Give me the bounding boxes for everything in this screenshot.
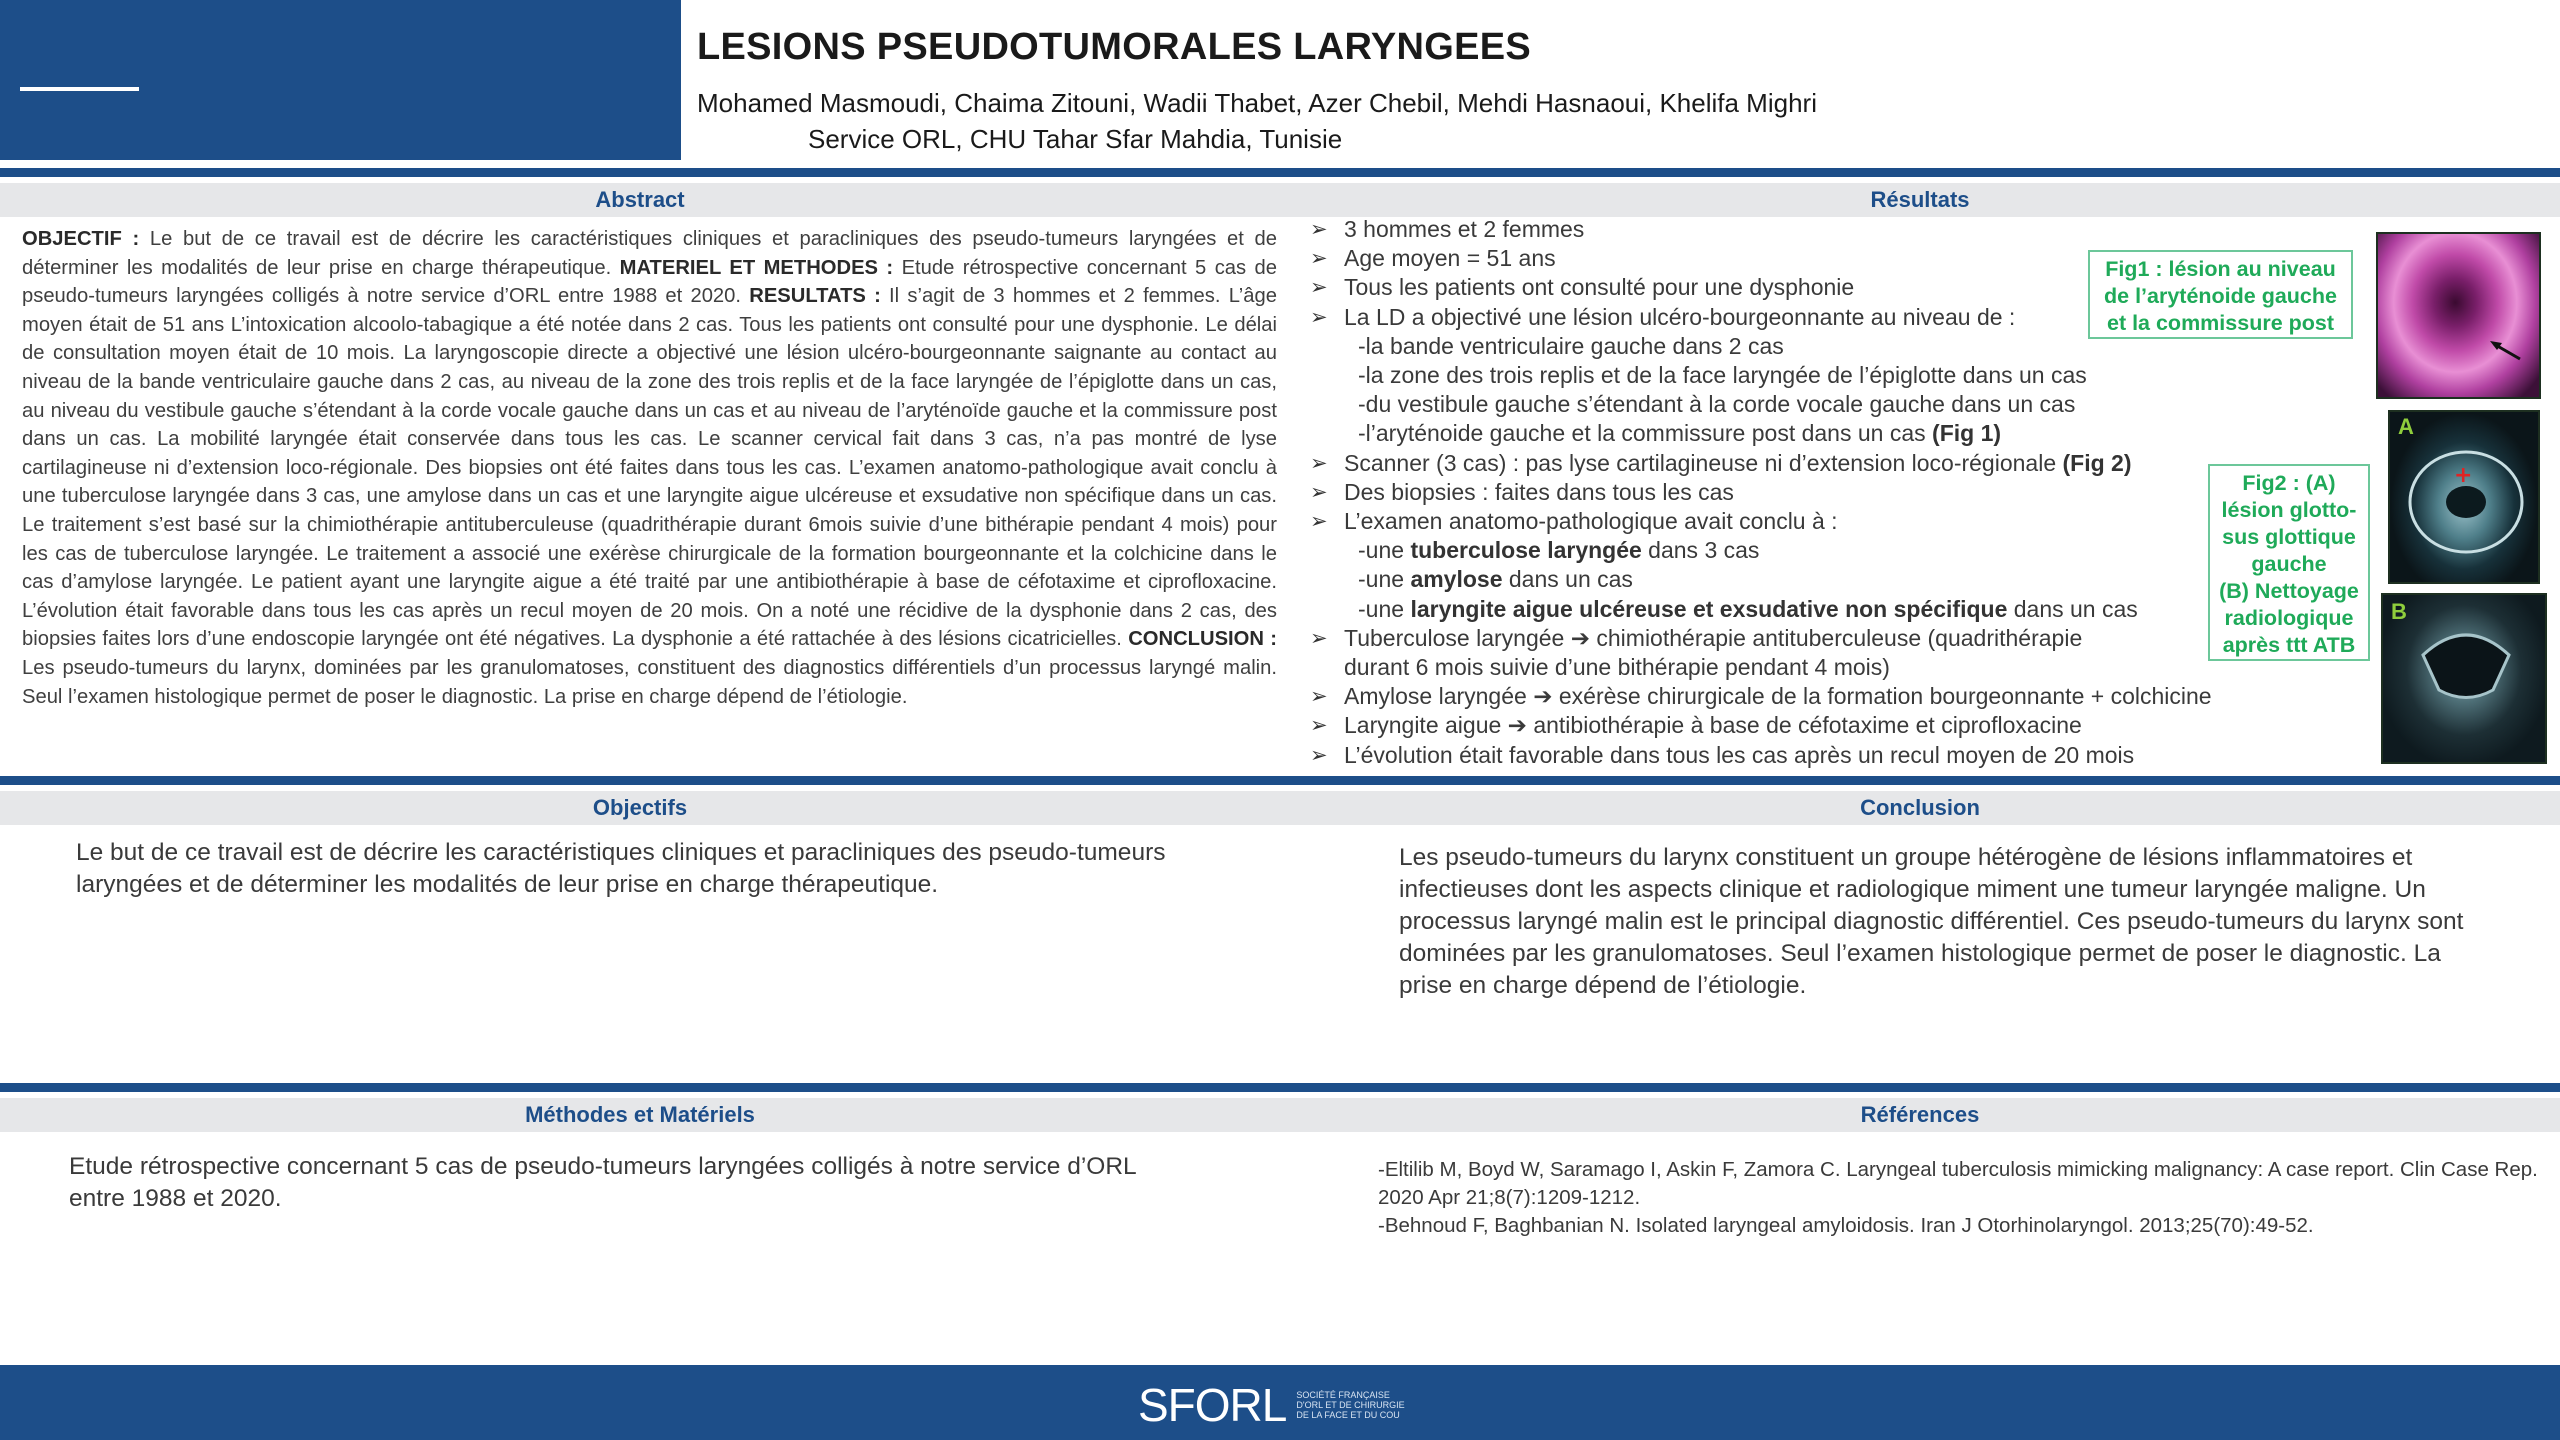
list-subitem: -une amylose dans un cas	[1358, 566, 1633, 593]
list-item: ➢ Des biopsies : faites dans tous les cas	[1310, 478, 2210, 507]
figure1-laryngoscopy-image	[2376, 232, 2541, 399]
reference-item: -Eltilib M, Boyd W, Saramago I, Askin F, Zamora C. Laryngeal tuberculosis mimicking malignancy: A case report. Clin Case Rep. 2020 Apr 21;8(7):1209-1212.	[1378, 1158, 2538, 1209]
list-item: ➢ Scanner (3 cas) : pas lyse cartilagineuse ni d’extension loco-régionale (Fig 2)	[1310, 449, 2210, 478]
list-subitem: -la bande ventriculaire gauche dans 2 cas	[1358, 332, 1784, 359]
arrow-bullet-icon: ➢	[1310, 743, 1328, 767]
references-list	[1378, 1156, 2548, 1240]
ct-airway-shape	[2383, 595, 2547, 764]
arrow-annotation-icon	[2378, 234, 2541, 399]
methodes-text: Etude rétrospective concernant 5 cas de pseudo-tumeurs laryngées colligés à notre service d’ORL entre 1988 et 2020.	[69, 1153, 1136, 1212]
arrow-bullet-icon: ➢	[1310, 685, 1328, 709]
arrow-bullet-icon: ➢	[1310, 480, 1328, 504]
list-item: ➢ Amylose laryngée ➔ exérèse chirurgicale de la formation bourgeonnante + colchicine	[1310, 682, 2210, 711]
list-item: ➢ Tuberculose laryngée ➔ chimiothérapie antituberculeuse (quadrithérapie	[1310, 624, 2210, 653]
header-decor-line	[20, 87, 139, 91]
list-subitem: -l’aryténoide gauche et la commissure post dans un cas (Fig 1)	[1358, 420, 2002, 447]
arrow-bullet-icon: ➢	[1310, 247, 1328, 271]
conclusion-text: Les pseudo-tumeurs du larynx constituent un groupe hétérogène de lésions inflammatoires et infectieuses dont les aspects clinique et radiologique miment une tumeur laryngée maligne. Un processus laryngé malin est le principal diagnostic différentiel. Ces pseudo-tumeurs du larynx sont dominées par les granulomatoses. Seul l’examen histologique permet de poser le diagnostic. La prise en charge dépend de l’étiologie.	[1399, 844, 2464, 999]
abstract-body: OBJECTIF : Le but de ce travail est de décrire les caractéristiques cliniques et paracliniques des pseudo-tumeurs laryngées et de déterminer les modalités de leur prise en charge thérapeutique. MATERIEL ET METHODES : Etude rétrospective concernant 5 cas de pseudo-tumeurs laryngées colligés à notre service d’ORL entre 1988 et 2020. RESULTATS : Il s’agit de 3 hommes et 2 femmes. L’âge moyen était de 51 ans L’intoxication alcoolo-tabagique a été notée dans 2 cas. Tous les patients ont consulté pour une dysphonie. Le délai de consultation moyen était de 10 mois. La laryngoscopie directe a objectivé une lésion ulcéro-bourgeonnante saignante au contact au niveau de la bande ventriculaire gauche dans 2 cas, au niveau de la zone des trois replis et de la face laryngée de l’épiglotte dans un cas, au niveau du vestibule gauche s’étendant à la corde vocale gauche dans un cas et au niveau de l’aryténoïde gauche et la commissure post dans un cas. La mobilité laryngée était conservée dans tous les cas. Le scanner cervical fait dans 3 cas, n’a pas montré de lyse cartilagineuse ni d’extension loco-régionale. Des biopsies ont été faites dans tous les cas. L’examen anatomo-pathologique avait conclu à une tuberculose laryngée dans 3 cas, une amylose dans un cas et une laryngite aigue ulcéreuse et exsudative non spécifique dans un cas. Le traitement s’est basé sur la chimiothérapie antituberculeuse (quadrithérapie durant 6mois suivie d’une bithérapie pendant 4 mois) pour les cas de tuberculose laryngée. Le traitement a associé une exérèse chirurgicale de la formation bourgeonnante et la colchicine dans le cas d’amylose laryngée. Le patient ayant une laryngite aigue a été traité par une antibiothérapie à base de céfotaxime et ciprofloxacine. L’évolution était favorable dans tous les cas après un recul moyen de 20 mois. On a noté une récidive de la dysphonie dans 2 cas, des biopsies faites lors d’une endoscopie laryngée ont été négatives. La dysphonie a été rattachée à des lésions cicatricielles. CONCLUSION : Les pseudo-tumeurs du larynx, dominées par les granulomatoses, constituent des diagnostics différentiels d’un processus laryngé malin. Seul l’examen histologique permet de poser le diagnostic. La prise en charge dépend de l’étiologie.	[22, 228, 1277, 708]
section-header-methodes: Méthodes et Matériels	[0, 1098, 1280, 1132]
section-header-objectifs: Objectifs	[0, 791, 1280, 825]
list-subitem: -une laryngite aigue ulcéreuse et exsudative non spécifique dans un cas	[1358, 595, 2138, 622]
list-subitem: -du vestibule gauche s’étendant à la corde vocale gauche dans un cas	[1358, 391, 2076, 418]
figure2a-ct-image	[2388, 410, 2540, 584]
arrow-bullet-icon: ➢	[1310, 218, 1328, 241]
section-header-results: Résultats	[1280, 183, 2560, 217]
svg-text:+: +	[2454, 463, 2473, 488]
header-logo-block	[0, 0, 681, 160]
abstract-results-label: RESULTATS :	[749, 285, 881, 308]
reference-item: -Behnoud F, Baghbanian N. Isolated laryngeal amyloidosis. Iran J Otorhinolaryngol. 2013;25(70):49-52.	[1378, 1214, 2314, 1237]
figure2b-ct-image	[2381, 593, 2547, 764]
section-divider	[0, 1083, 2560, 1092]
arrow-bullet-icon: ➢	[1310, 510, 1328, 534]
figure2a-letter: A	[2398, 414, 2414, 439]
list-item: ➢ Tous les patients ont consulté pour une dysphonie	[1310, 273, 2210, 302]
list-item: ➢ La LD a objectivé une lésion ulcéro-bourgeonnante au niveau de :	[1310, 303, 2210, 332]
abstract-conclusion-label: CONCLUSION :	[1128, 628, 1277, 651]
list-item: ➢ L’évolution était favorable dans tous les cas après un recul moyen de 20 mois	[1310, 741, 2210, 770]
affiliation: Service ORL, CHU Tahar Sfar Mahdia, Tunisie	[808, 124, 1343, 154]
arrow-bullet-icon: ➢	[1310, 714, 1328, 738]
list-item-continued: durant 6 mois suivie d’une bithérapie pendant 4 mois)	[1344, 654, 1890, 681]
list-item: ➢ 3 hommes et 2 femmes	[1310, 215, 2210, 244]
arrow-bullet-icon: ➢	[1310, 626, 1328, 650]
figure1-caption: Fig1 : lésion au niveau de l’aryténoide gauche et la commissure post	[2088, 250, 2353, 339]
header-divider	[0, 168, 2560, 177]
figure2b-letter: B	[2391, 599, 2407, 624]
arrow-bullet-icon: ➢	[1310, 305, 1328, 329]
results-list	[1310, 215, 2210, 770]
list-item: ➢ Laryngite aigue ➔ antibiothérapie à base de céfotaxime et ciprofloxacine	[1310, 711, 2210, 740]
list-item: ➢ L’examen anatomo-pathologique avait conclu à :	[1310, 507, 2210, 536]
figure2-caption: Fig2 : (A) lésion glotto- sus glottique gauche (B) Nettoyage radiologique après ttt ATB	[2208, 464, 2370, 661]
arrow-bullet-icon: ➢	[1310, 276, 1328, 300]
lesion-marker-icon	[2390, 412, 2540, 584]
section-header-conclusion: Conclusion	[1280, 791, 2560, 825]
section-header-abstract: Abstract	[0, 183, 1280, 217]
authors: Mohamed Masmoudi, Chaima Zitouni, Wadii Thabet, Azer Chebil, Mehdi Hasnaoui, Khelifa Mighri	[697, 88, 1817, 118]
abstract-objectif-label: OBJECTIF :	[22, 228, 140, 250]
poster-title: LESIONS PSEUDOTUMORALES LARYNGEES	[697, 26, 1532, 68]
list-subitem: -une tuberculose laryngée dans 3 cas	[1358, 537, 1760, 564]
list-subitem: -la zone des trois replis et de la face laryngée de l’épiglotte dans un cas	[1358, 362, 2087, 389]
section-divider	[0, 776, 2560, 785]
sforl-logo: SFORL SOCIÉTÉ FRANÇAISE D'ORL ET DE CHIRURGIE DE LA FACE ET DU COU	[1138, 1379, 1405, 1431]
arrow-bullet-icon: ➢	[1310, 451, 1328, 475]
section-header-references: Références	[1280, 1098, 2560, 1132]
abstract-methods-label: MATERIEL ET METHODES :	[619, 256, 894, 279]
objectifs-text: Le but de ce travail est de décrire les caractéristiques cliniques et paracliniques des pseudo-tumeurs laryngées et de déterminer les modalités de leur prise en charge thérapeutique.	[76, 839, 1166, 898]
list-item: ➢ Age moyen = 51 ans	[1310, 244, 2210, 273]
